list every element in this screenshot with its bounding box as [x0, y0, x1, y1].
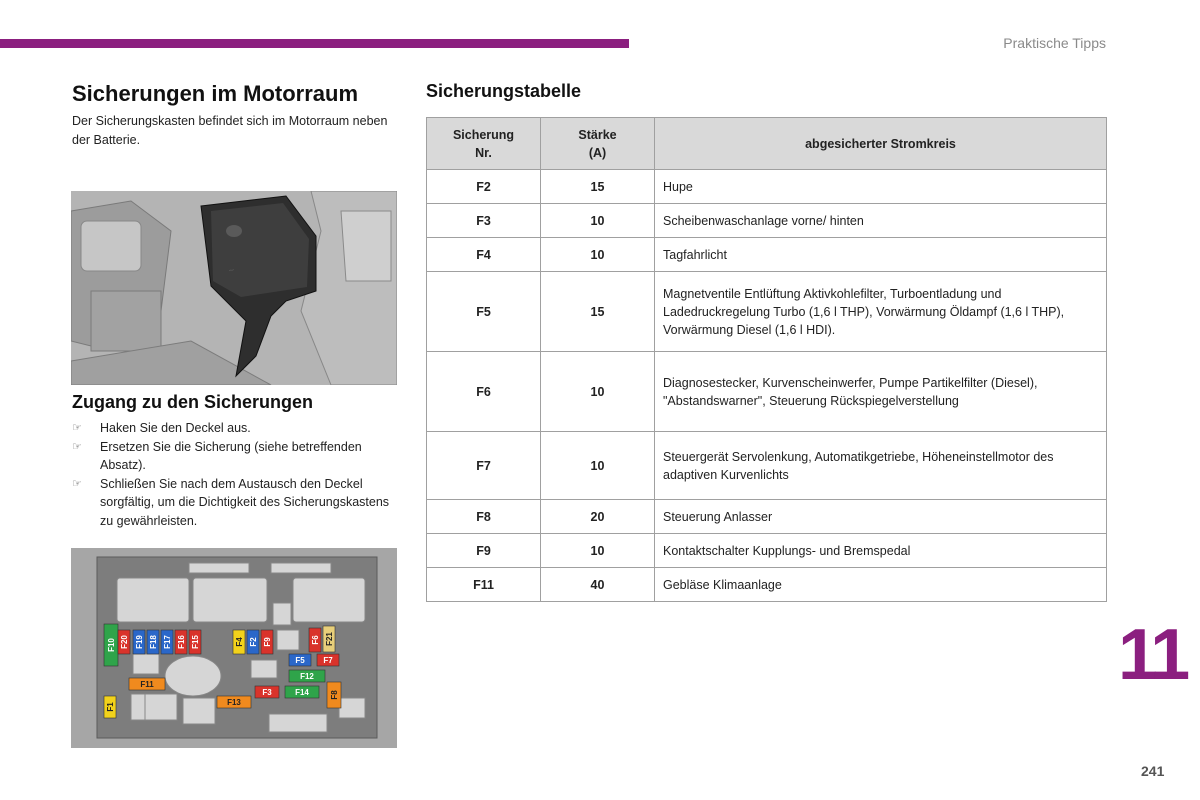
- header-rating: Stärke (A): [541, 118, 655, 170]
- step-item: ☞ Haken Sie den Deckel aus.: [72, 419, 392, 438]
- intro-text: Der Sicherungskasten befindet sich im Motorraum neben der Batterie.: [72, 114, 388, 147]
- fuse-nr: F3: [427, 204, 541, 238]
- fuse-label: F11: [140, 680, 154, 689]
- fuse-circuit: Hupe: [655, 170, 1107, 204]
- pointing-hand-icon: ☞: [72, 440, 82, 453]
- table-row: [427, 352, 1107, 432]
- fuse-nr: F6: [427, 352, 541, 432]
- fuse-label: F3: [262, 688, 272, 697]
- fuse-circuit: Diagnosestecker, Kurvenscheinwerfer, Pumpe Partikelfilter (Diesel), "Abstandswarner", Steuerung Rückspiegelverstellung: [655, 352, 1107, 432]
- fuse-amp: 40: [541, 568, 655, 602]
- fuse-label: F14: [295, 688, 309, 697]
- fuse-circuit: Tagfahrlicht: [655, 238, 1107, 272]
- table-row: [427, 500, 1107, 534]
- step-item: ☞ Ersetzen Sie die Sicherung (siehe betreffenden Absatz).: [72, 439, 362, 472]
- fuse-label: F15: [191, 635, 200, 649]
- fuse-amp: 10: [541, 238, 655, 272]
- fuse-circuit: Scheibenwaschanlage vorne/ hinten: [655, 204, 1107, 238]
- table-row: [427, 568, 1107, 602]
- pointing-hand-icon: ☞: [72, 477, 82, 490]
- fuse-label: F7: [323, 656, 333, 665]
- table-row: [427, 534, 1107, 568]
- fuse-circuit: Kontaktschalter Kupplungs- und Bremspedal: [655, 534, 1107, 568]
- fuse-label: F8: [330, 690, 339, 700]
- access-heading: Zugang zu den Sicherungen: [72, 392, 314, 412]
- fuse-box-diagram: [71, 548, 397, 748]
- access-steps: [72, 419, 392, 530]
- engine-bay-photo: [71, 191, 397, 385]
- fuse-label: F10: [107, 638, 116, 652]
- chapter-number: 11: [1118, 615, 1187, 695]
- section-label: Praktische Tipps: [1003, 35, 1106, 51]
- fuse-nr: F8: [427, 500, 541, 534]
- fuse-table: [426, 117, 1107, 602]
- fuse-label: F6: [311, 635, 320, 645]
- step-item: ☞ Schließen Sie nach dem Austausch den Deckel sorgfältig, um die Dichtigkeit des Sicherungskastens zu gewährleisten.: [72, 476, 390, 528]
- fuse-amp: 15: [541, 170, 655, 204]
- fuse-circuit: Steuergerät Servolenkung, Automatikgetriebe, Höheneinstellmotor des adaptiven Kurvenlichts: [655, 432, 1107, 500]
- header-accent-bar: [0, 39, 629, 48]
- table-header-row: [427, 118, 1107, 170]
- table-row: [427, 432, 1107, 500]
- fuse-nr: F11: [427, 568, 541, 602]
- fuse-nr: F7: [427, 432, 541, 500]
- fuse-amp: 10: [541, 204, 655, 238]
- fuse-label: F18: [149, 635, 158, 649]
- page-number: 241: [1141, 763, 1165, 779]
- fuse-label: F16: [177, 635, 186, 649]
- fuse-circuit: Steuerung Anlasser: [655, 500, 1107, 534]
- page-title: Sicherungen im Motorraum: [72, 81, 359, 106]
- fuse-label: F20: [120, 635, 129, 649]
- header-circuit: abgesicherter Stromkreis: [655, 118, 1107, 170]
- table-row: [427, 204, 1107, 238]
- fuse-amp: 10: [541, 432, 655, 500]
- svg-text:~: ~: [227, 264, 236, 278]
- header-fuse-nr: Sicherung Nr.: [427, 118, 541, 170]
- fuse-label: F12: [300, 672, 314, 681]
- fuse-label: F2: [249, 637, 258, 647]
- fuse-label: F17: [163, 635, 172, 649]
- fuse-label: F5: [295, 656, 305, 665]
- fuse-label: F1: [106, 702, 115, 712]
- fuse-label: F19: [135, 635, 144, 649]
- fuse-amp: 15: [541, 272, 655, 352]
- fuse-label: F9: [263, 637, 272, 647]
- fuse-nr: F2: [427, 170, 541, 204]
- fuse-amp: 20: [541, 500, 655, 534]
- fuse-label: F21: [325, 632, 334, 646]
- fuse-circuit: Gebläse Klimaanlage: [655, 568, 1107, 602]
- table-title: Sicherungstabelle: [426, 81, 582, 101]
- fuse-nr: F5: [427, 272, 541, 352]
- fuse-amp: 10: [541, 352, 655, 432]
- table-row: [427, 272, 1107, 352]
- fuse-label: F13: [227, 698, 241, 707]
- table-row: [427, 170, 1107, 204]
- fuse-label: F4: [235, 637, 244, 647]
- pointing-hand-icon: ☞: [72, 422, 82, 434]
- fuse-circuit: Magnetventile Entlüftung Aktivkohlefilter, Turboentladung und Ladedruckregelung Turbo (1,6 l THP), Vorwärmung Öldampf (1,6 l THP), Vorwärmung Diesel (1,6 l HDI).: [655, 272, 1107, 352]
- fuse-nr: F9: [427, 534, 541, 568]
- table-row: [427, 238, 1107, 272]
- fuse-nr: F4: [427, 238, 541, 272]
- fuse-amp: 10: [541, 534, 655, 568]
